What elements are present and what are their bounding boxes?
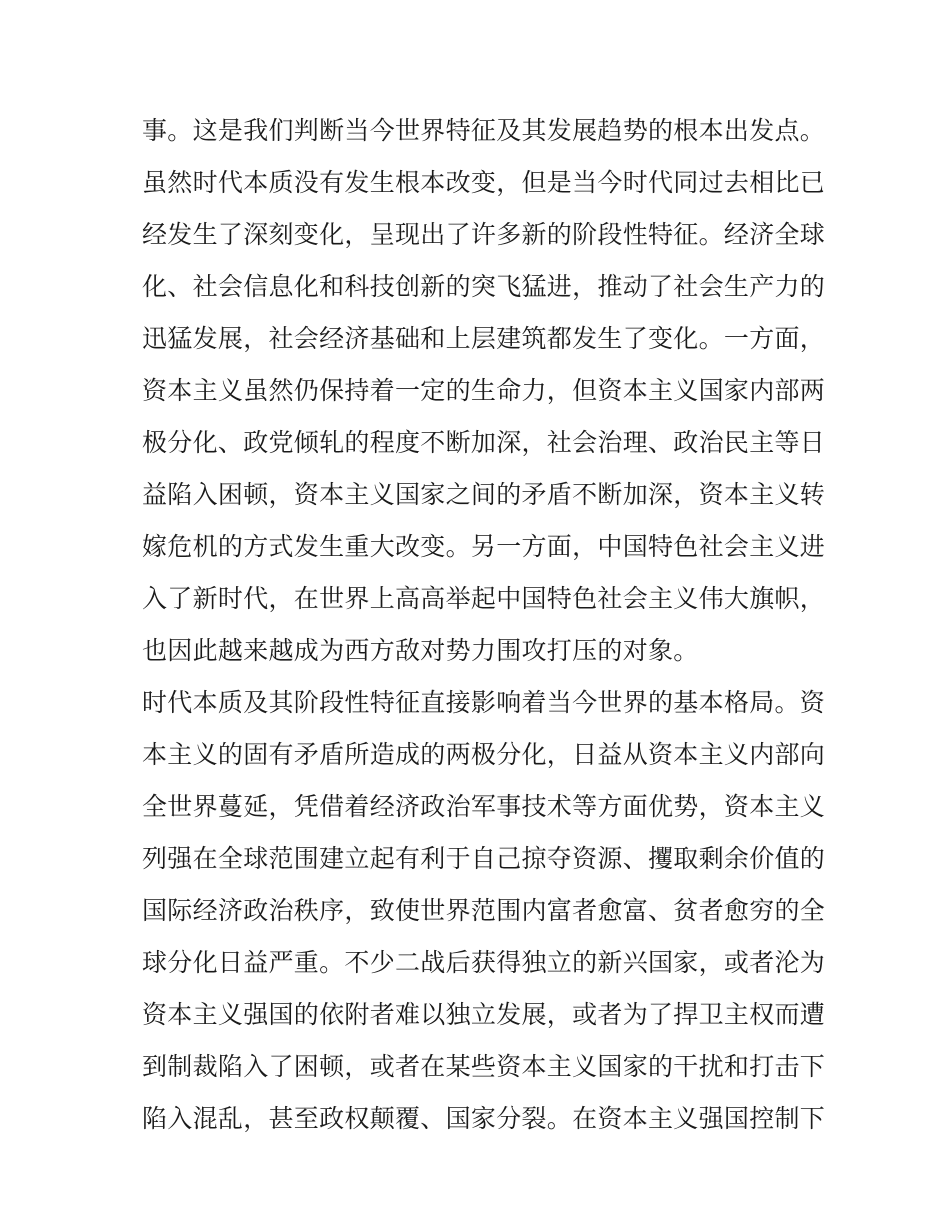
text-line: 陷入混乱，甚至政权颠覆、国家分裂。在资本主义强国控制下 (142, 1104, 826, 1133)
text-line: 嫁危机的方式发生重大改变。另一方面，中国特色社会主义进 (142, 532, 826, 561)
text-line: 经发生了深刻变化，呈现出了许多新的阶段性特征。经济全球 (142, 220, 826, 249)
text-line: 到制裁陷入了困顿，或者在某些资本主义国家的干扰和打击下 (142, 1052, 826, 1081)
text-line: 资本主义虽然仍保持着一定的生命力，但资本主义国家内部两 (142, 376, 826, 405)
text-line: 极分化、政党倾轧的程度不断加深，社会治理、政治民主等日 (142, 428, 826, 457)
text-line: 虽然时代本质没有发生根本改变，但是当今时代同过去相比已 (142, 168, 826, 197)
body-text (142, 105, 826, 1145)
text-line: 事。这是我们判断当今世界特征及其发展趋势的根本出发点。 (142, 116, 826, 145)
text-line: 也因此越来越成为西方敌对势力围攻打压的对象。 (142, 636, 699, 665)
text-line: 化、社会信息化和科技创新的突飞猛进，推动了社会生产力的 (142, 272, 826, 301)
text-line: 本主义的固有矛盾所造成的两极分化，日益从资本主义内部向 (142, 740, 826, 769)
text-line: 迅猛发展，社会经济基础和上层建筑都发生了变化。一方面， (142, 324, 826, 353)
text-line: 益陷入困顿，资本主义国家之间的矛盾不断加深，资本主义转 (142, 480, 826, 509)
text-line: 列强在全球范围建立起有利于自己掠夺资源、攫取剩余价值的 (142, 844, 826, 873)
text-line: 时代本质及其阶段性特征直接影响着当今世界的基本格局。资 (142, 688, 826, 717)
text-line: 资本主义强国的依附者难以独立发展，或者为了捍卫主权而遭 (142, 1000, 826, 1029)
text-line: 入了新时代，在世界上高高举起中国特色社会主义伟大旗帜， (142, 584, 826, 613)
text-line: 国际经济政治秩序，致使世界范围内富者愈富、贫者愈穷的全 (142, 896, 826, 925)
text-line: 球分化日益严重。不少二战后获得独立的新兴国家，或者沦为 (142, 948, 826, 977)
text-line: 全世界蔓延，凭借着经济政治军事技术等方面优势，资本主义 (142, 792, 826, 821)
